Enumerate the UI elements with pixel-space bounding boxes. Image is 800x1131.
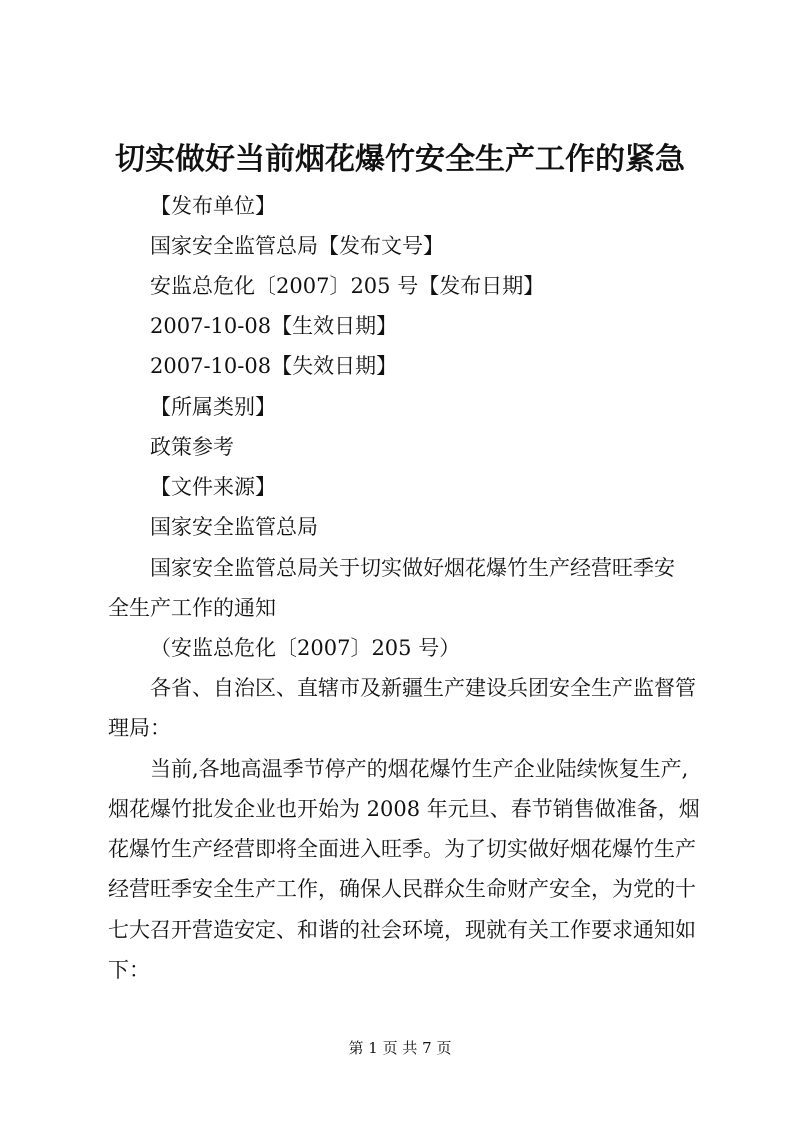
- body-paragraph-line-3: 花爆竹生产经营即将全面进入旺季。为了切实做好烟花爆竹生产: [108, 837, 696, 861]
- body-paragraph-line-5: 七大召开营造安定、和谐的社会环境，现就有关工作要求通知如: [108, 918, 696, 942]
- notice-doc-number: （安监总危化〔2007〕205 号）: [150, 636, 461, 660]
- publisher-line: 国家安全监管总局【发布文号】: [150, 234, 444, 258]
- source-value: 国家安全监管总局: [150, 515, 318, 539]
- field-label-source: 【文件来源】: [150, 475, 276, 499]
- field-label-category: 【所属类别】: [150, 395, 276, 419]
- effective-date-line: 2007-10-08【失效日期】: [150, 354, 398, 378]
- category-value: 政策参考: [150, 435, 234, 459]
- notice-heading-line-2: 全生产工作的通知: [108, 596, 276, 620]
- body-paragraph-line-1: 当前,各地高温季节停产的烟花爆竹生产企业陆续恢复生产,: [150, 757, 689, 781]
- body-paragraph-line-4: 经营旺季安全生产工作，确保人民群众生命财产安全，为党的十: [108, 877, 696, 901]
- addressee-line-1: 各省、自治区、直辖市及新疆生产建设兵团安全生产监督管: [150, 676, 696, 700]
- field-label-publisher: 【发布单位】: [150, 194, 276, 218]
- addressee-line-2: 理局：: [108, 716, 171, 740]
- publish-date-line: 2007-10-08【生效日期】: [150, 314, 398, 338]
- body-paragraph-line-6: 下：: [108, 958, 150, 982]
- document-title: 切实做好当前烟花爆竹安全生产工作的紧急: [115, 142, 685, 177]
- notice-heading-line-1: 国家安全监管总局关于切实做好烟花爆竹生产经营旺季安: [150, 556, 675, 580]
- doc-number-line: 安监总危化〔2007〕205 号【发布日期】: [150, 274, 545, 298]
- body-paragraph-line-2: 烟花爆竹批发企业也开始为 2008 年元旦、春节销售做准备，烟: [108, 797, 700, 821]
- page-number-footer: 第 1 页 共 7 页: [348, 1039, 452, 1057]
